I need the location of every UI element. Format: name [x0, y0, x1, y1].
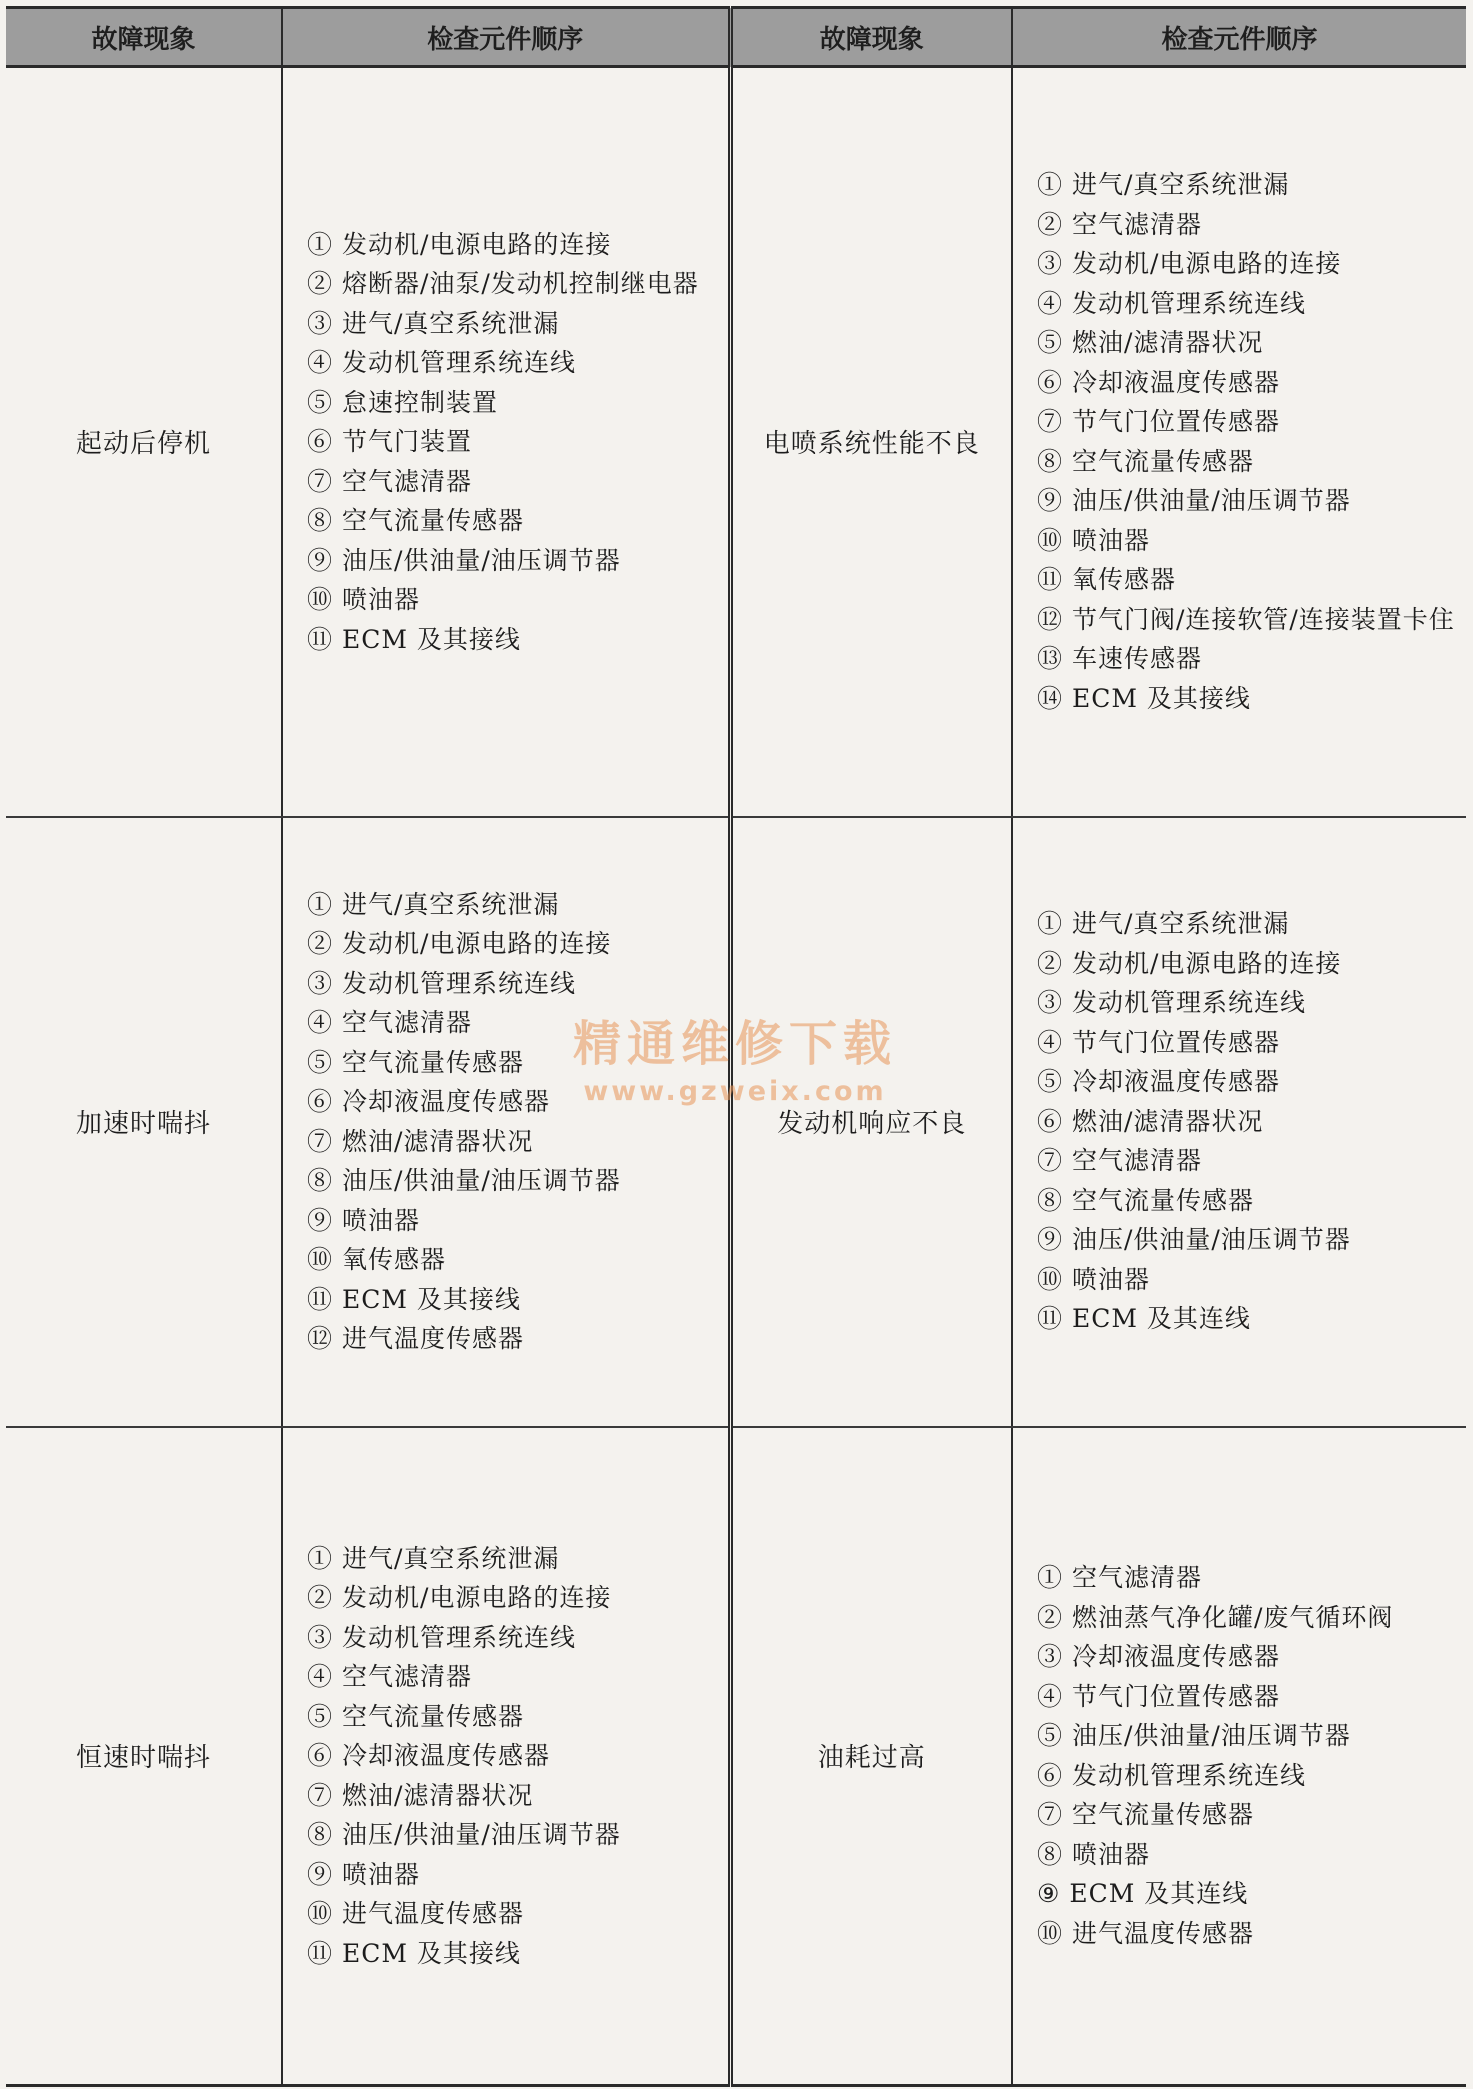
symptom-cell: 起动后停机 — [6, 67, 282, 817]
check-step-item: ③ 发动机/电源电路的连接 — [1037, 249, 1342, 279]
check-step-item: ⑭ ECM 及其接线 — [1037, 683, 1251, 713]
check-step-list — [1013, 1558, 1466, 1953]
check-step-item: ⑩ 喷油器 — [1037, 525, 1150, 555]
check-step-item: ⑨ 油压/供油量/油压调节器 — [307, 545, 621, 575]
check-step-item: ⑦ 节气门位置传感器 — [1037, 407, 1280, 437]
check-step-item: ① 进气/真空系统泄漏 — [1037, 909, 1290, 939]
check-order-cell — [282, 1427, 730, 2086]
symptom-cell: 恒速时喘抖 — [6, 1427, 282, 2086]
check-order-cell — [1012, 817, 1466, 1427]
check-step-item: ⑧ 油压/供油量/油压调节器 — [307, 1166, 621, 1195]
check-step-item: ⑩ 喷油器 — [1037, 1264, 1150, 1294]
check-step-item: ⑦ 空气滤清器 — [1037, 1146, 1202, 1176]
check-step-item: ⑩ 喷油器 — [307, 585, 420, 614]
check-step-item: ⑥ 冷却液温度传感器 — [307, 1741, 550, 1770]
symptom-cell: 油耗过高 — [730, 1427, 1012, 2086]
check-step-item: ⑥ 发动机管理系统连线 — [1037, 1760, 1306, 1790]
table-row — [6, 67, 1466, 817]
check-step-item: ② 发动机/电源电路的连接 — [1037, 948, 1342, 978]
check-step-item: ① 发动机/电源电路的连接 — [307, 229, 612, 259]
check-step-item: ② 发动机/电源电路的连接 — [307, 929, 612, 958]
check-step-item: ⑧ 空气流量传感器 — [1037, 446, 1254, 476]
check-step-item: ⑩ 氧传感器 — [307, 1245, 446, 1274]
check-step-item: ① 进气/真空系统泄漏 — [307, 889, 560, 919]
check-step-item: ⑧ 空气流量传感器 — [307, 506, 524, 535]
check-step-item: ⑧ 空气流量传感器 — [1037, 1185, 1254, 1215]
check-step-item: ⑧ 油压/供油量/油压调节器 — [307, 1820, 621, 1849]
check-step-item: ⑪ 氧传感器 — [1037, 565, 1176, 595]
check-step-item: ③ 发动机管理系统连线 — [307, 1622, 576, 1652]
check-step-item: ③ 冷却液温度传感器 — [1037, 1642, 1280, 1672]
check-step-item: ⑤ 油压/供油量/油压调节器 — [1037, 1721, 1351, 1751]
check-step-item: ⑦ 燃油/滤清器状况 — [307, 1126, 534, 1156]
check-step-item: ③ 进气/真空系统泄漏 — [307, 308, 560, 338]
check-step-item: ⑨ 油压/供油量/油压调节器 — [1037, 486, 1351, 516]
check-step-item: ⑥ 冷却液温度传感器 — [307, 1087, 550, 1116]
check-step-item: ④ 节气门位置传感器 — [1037, 1681, 1280, 1711]
check-step-list — [1013, 904, 1466, 1339]
check-step-list — [1013, 165, 1466, 718]
check-step-list — [283, 885, 728, 1359]
check-step-item: ② 空气滤清器 — [1037, 209, 1202, 239]
check-step-item: ⑦ 空气流量传感器 — [1037, 1800, 1254, 1830]
check-step-item: ⑤ 空气流量传感器 — [307, 1047, 524, 1077]
check-step-item: ③ 发动机管理系统连线 — [1037, 988, 1306, 1018]
watermark-url: www.gzweix.com — [583, 1076, 887, 1107]
check-step-item: ⑫ 节气门阀/连接软管/连接装置卡住 — [1037, 604, 1455, 634]
check-step-list — [283, 225, 728, 660]
check-step-item: ⑧ 喷油器 — [1037, 1839, 1150, 1869]
check-step-item: ⑨ 喷油器 — [307, 1859, 420, 1889]
header-symptom-left: 故障现象 — [6, 8, 282, 67]
symptom-cell: 电喷系统性能不良 — [730, 67, 1012, 817]
check-step-item: ① 进气/真空系统泄漏 — [1037, 170, 1290, 200]
check-step-item: ② 发动机/电源电路的连接 — [307, 1583, 612, 1612]
check-step-item: ⑨ 喷油器 — [307, 1205, 420, 1235]
check-step-item: ⑥ 冷却液温度传感器 — [1037, 367, 1280, 397]
check-step-item: ④ 空气滤清器 — [307, 1662, 472, 1691]
check-step-item: ② 熔断器/油泵/发动机控制继电器 — [307, 269, 699, 298]
table-row — [6, 817, 1466, 1427]
check-step-item: ⑦ 空气滤清器 — [307, 466, 472, 496]
check-step-item: ⑪ ECM 及其接线 — [307, 624, 521, 654]
check-step-item: ⑫ 进气温度传感器 — [307, 1324, 524, 1353]
check-step-item: ③ 发动机管理系统连线 — [307, 968, 576, 998]
check-order-cell — [282, 817, 730, 1427]
check-step-item: ⑩ 进气温度传感器 — [1037, 1918, 1254, 1948]
check-step-item: ④ 空气滤清器 — [307, 1008, 472, 1037]
symptom-cell: 发动机响应不良 — [730, 817, 1012, 1427]
check-order-cell — [1012, 1427, 1466, 2086]
check-step-item: ④ 发动机管理系统连线 — [307, 348, 576, 377]
check-step-list — [283, 1539, 728, 1974]
fault-diagnosis-table — [6, 6, 1466, 2087]
watermark-title: 精通维修下载 — [572, 1016, 897, 1072]
check-step-item: ⑥ 燃油/滤清器状况 — [1037, 1106, 1264, 1136]
check-step-item: ⑤ 空气流量传感器 — [307, 1701, 524, 1731]
check-step-item: ⑨ ECM 及其连线 — [1037, 1879, 1249, 1909]
check-step-item: ① 空气滤清器 — [1037, 1563, 1202, 1593]
check-step-item: ② 燃油蒸气净化罐/废气循环阀 — [1037, 1602, 1394, 1632]
check-step-item: ⑬ 车速传感器 — [1037, 644, 1202, 674]
check-step-item: ④ 节气门位置传感器 — [1037, 1027, 1280, 1057]
table-row — [6, 1427, 1466, 2086]
check-step-item: ⑥ 节气门装置 — [307, 427, 472, 456]
check-step-item: ⑪ ECM 及其接线 — [307, 1938, 521, 1968]
header-order-left: 检查元件顺序 — [282, 8, 730, 67]
check-step-item: ⑤ 燃油/滤清器状况 — [1037, 328, 1264, 358]
check-order-cell — [282, 67, 730, 817]
check-step-item: ⑦ 燃油/滤清器状况 — [307, 1780, 534, 1810]
check-step-item: ⑪ ECM 及其接线 — [307, 1284, 521, 1314]
check-step-item: ⑪ ECM 及其连线 — [1037, 1304, 1251, 1334]
header-symptom-right: 故障现象 — [730, 8, 1012, 67]
check-order-cell — [1012, 67, 1466, 817]
check-step-item: ④ 发动机管理系统连线 — [1037, 288, 1306, 318]
header-order-right: 检查元件顺序 — [1012, 8, 1466, 67]
check-step-item: ⑨ 油压/供油量/油压调节器 — [1037, 1225, 1351, 1255]
symptom-cell: 加速时喘抖 — [6, 817, 282, 1427]
table-header-row — [6, 8, 1466, 67]
check-step-item: ⑤ 怠速控制装置 — [307, 387, 498, 417]
check-step-item: ⑤ 冷却液温度传感器 — [1037, 1067, 1280, 1097]
check-step-item: ① 进气/真空系统泄漏 — [307, 1543, 560, 1573]
check-step-item: ⑩ 进气温度传感器 — [307, 1899, 524, 1928]
